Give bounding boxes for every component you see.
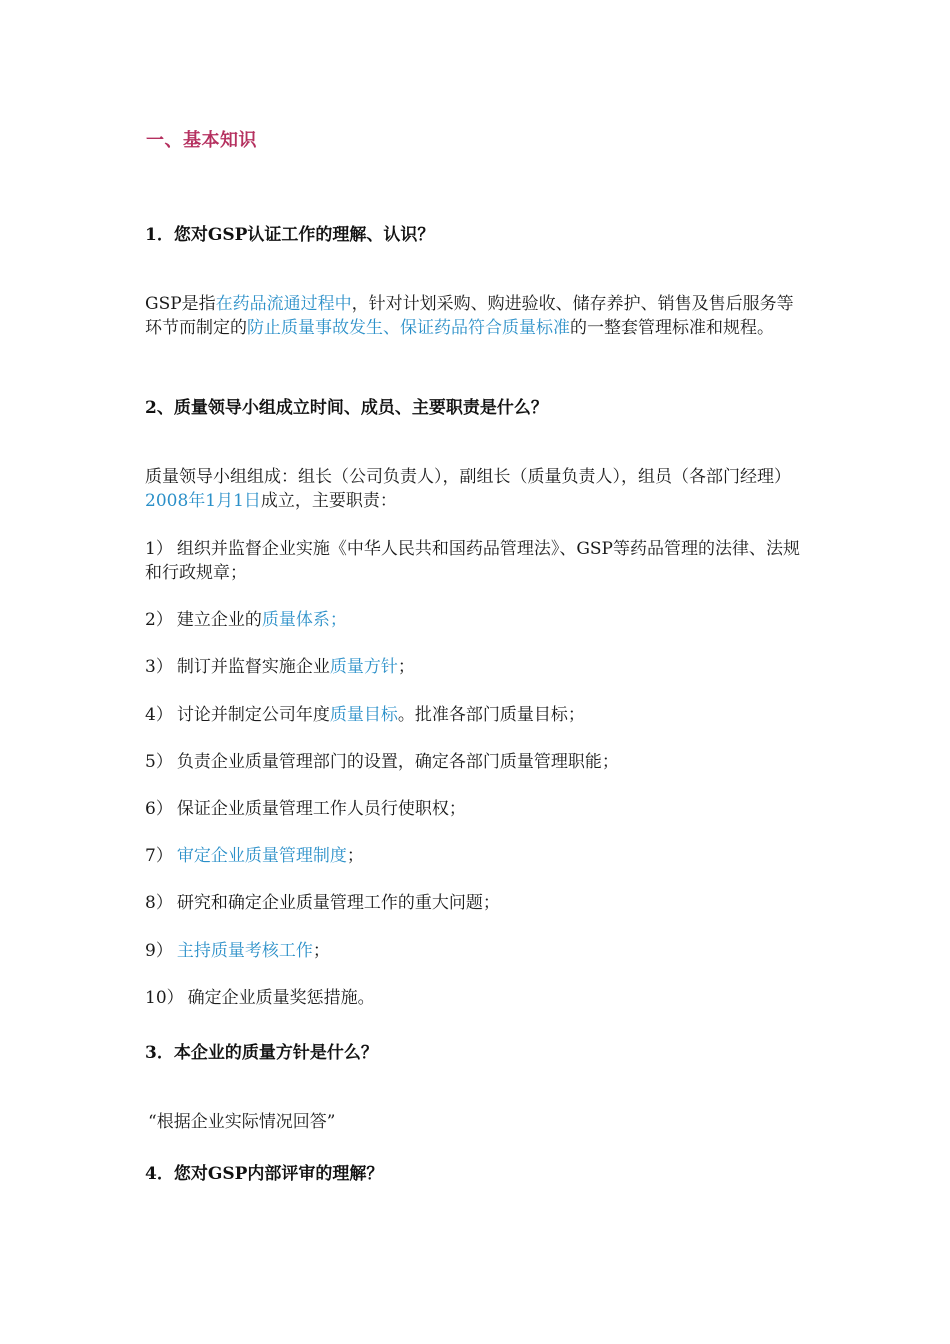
- item-number: 8）: [145, 893, 173, 913]
- item-text: 制订并监督实施企业: [176, 657, 330, 677]
- item-text: 确定企业质量奖惩措施。: [187, 988, 375, 1008]
- answer-2-intro: [145, 465, 805, 513]
- question-3: 3．本企业的质量方针是什么？: [145, 1043, 378, 1063]
- item-text: ；: [346, 846, 364, 866]
- item-highlight: 审定企业质量管理制度: [176, 846, 347, 866]
- item-highlight: 主持质量考核工作: [176, 941, 313, 961]
- item-number: 4）: [145, 705, 173, 725]
- item-highlight: 质量方针: [329, 657, 398, 677]
- item-text: 讨论并制定公司年度: [176, 705, 330, 725]
- section-title: 一、基本知识: [146, 130, 257, 151]
- item-text: 。批准各部门质量目标；: [397, 705, 585, 725]
- item-text: ；: [397, 657, 415, 677]
- list-item: [145, 844, 815, 868]
- item-text: 保证企业质量管理工作人员行使职权；: [176, 799, 466, 819]
- intro-date: 2008年1月1日: [145, 491, 261, 511]
- item-number: 9）: [145, 941, 173, 961]
- answer-1: [145, 292, 805, 340]
- list-item: [145, 986, 815, 1010]
- item-highlight: 质量目标: [329, 705, 398, 725]
- answer-1-text: GSP是指: [145, 294, 216, 314]
- item-number: 3）: [145, 657, 173, 677]
- answer-1-highlight: 在药品流通过程中: [215, 294, 352, 314]
- item-text: 组织并监督企业实施《中华人民共和国药品管理法》、GSP等药品管理的法律、法规和行政规章；: [145, 539, 800, 583]
- item-number: 7）: [145, 846, 173, 866]
- list-item: [145, 797, 815, 821]
- list-item: [145, 703, 815, 727]
- list-item: [145, 537, 805, 585]
- item-highlight: 质量体系；: [261, 610, 347, 630]
- intro-text: 成立，主要职责：: [260, 491, 397, 511]
- list-item: [145, 750, 815, 774]
- question-1: 1．您对GSP认证工作的理解、认识？: [145, 225, 435, 245]
- answer-1-text: ，针对计划采购、购进验收、储存养护、销售及售后服务等环节而制定的: [145, 294, 794, 338]
- item-number: 10）: [145, 988, 184, 1008]
- list-item: [145, 891, 815, 915]
- item-number: 2）: [145, 610, 173, 630]
- list-item: [145, 608, 815, 632]
- list-item: [145, 939, 815, 963]
- answer-1-highlight: 防止质量事故发生、保证药品符合质量标准: [247, 318, 570, 338]
- question-4: 4．您对GSP内部评审的理解？: [145, 1164, 384, 1184]
- item-text: 负责企业质量管理部门的设置，确定各部门质量管理职能；: [176, 752, 619, 772]
- item-text: ；: [312, 941, 330, 961]
- intro-text: 质量领导小组组成：组长（公司负责人），副组长（质量负责人），组员（各部门经理）: [145, 467, 791, 487]
- answer-3: “根据企业实际情况回答”: [148, 1112, 336, 1132]
- item-number: 6）: [145, 799, 173, 819]
- answer-1-text: 的一整套管理标准和规程。: [570, 318, 774, 338]
- item-text: 研究和确定企业质量管理工作的重大问题；: [176, 893, 500, 913]
- item-number: 1）: [145, 539, 173, 559]
- question-2: 2、质量领导小组成立时间、成员、主要职责是什么？: [145, 398, 548, 418]
- list-item: [145, 655, 815, 679]
- item-number: 5）: [145, 752, 173, 772]
- item-text: 建立企业的: [176, 610, 262, 630]
